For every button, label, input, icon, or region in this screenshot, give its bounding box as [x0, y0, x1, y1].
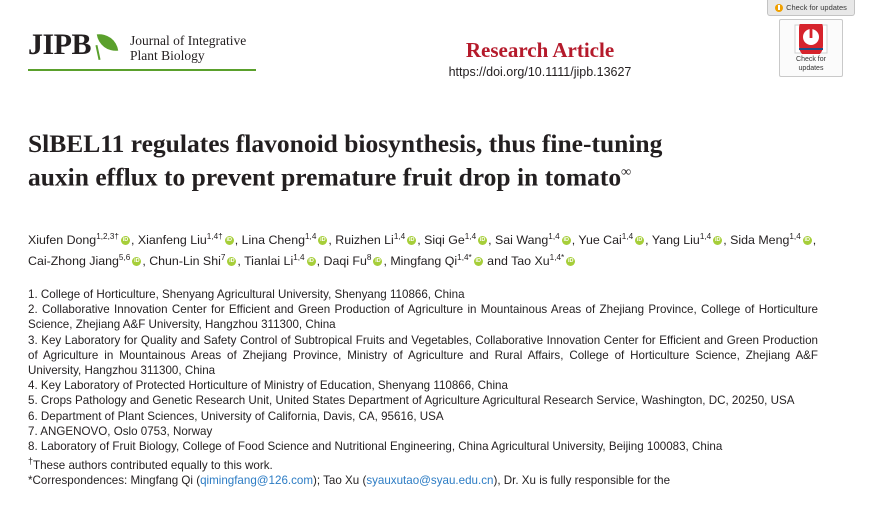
- author-affiliation-marker: 1,2,3†: [96, 232, 119, 241]
- orcid-icon[interactable]: [373, 257, 382, 266]
- author-affiliation-marker: 1,4: [293, 253, 305, 263]
- crossmark-text-line2: updates: [798, 64, 824, 72]
- author-affiliation-marker: 1,4*: [457, 253, 472, 263]
- author-affiliation-marker: 1,4*: [549, 253, 565, 263]
- author-affiliation-marker: 5,6: [118, 253, 131, 263]
- check-for-updates-widget[interactable]: [767, 0, 855, 77]
- author-name: Sai Wang: [495, 233, 549, 248]
- orcid-icon[interactable]: [307, 257, 316, 266]
- author-name: Siqi Ge: [424, 233, 465, 248]
- author-name: Tao Xu: [511, 254, 550, 269]
- check-for-updates-bar[interactable]: [767, 0, 855, 16]
- journal-full-name: [130, 33, 246, 63]
- affiliation-item: 6. Department of Plant Sciences, University of California, Davis, CA, 95616, USA: [28, 409, 444, 423]
- alert-icon: [775, 4, 783, 12]
- correspondence-prefix: *Correspondences: Mingfang Qi (: [28, 474, 201, 488]
- crossmark-text-line1: Check for: [796, 56, 826, 63]
- author-list: [28, 228, 840, 270]
- article-type: Research Article: [465, 38, 615, 62]
- affiliation-item: 4. Key Laboratory of Protected Horticulture of Ministry of Education, Shenyang 110866, China: [28, 379, 508, 393]
- orcid-icon[interactable]: [132, 257, 141, 266]
- author-affiliation-marker: 1,4†: [206, 232, 223, 241]
- page-title: [28, 129, 728, 192]
- journal-name-line1: Journal of Integrative: [130, 33, 247, 48]
- crossmark-box[interactable]: [779, 19, 843, 77]
- affiliation-item: 3. Key Laboratory for Quality and Safety Control of Subtropical Fruits and Vegetables, Collaborative Innovation Center for Efficient and Green Production of Agriculture in Mountainous Areas of Zhejiang Province, Ministry of Agriculture and Rural Affairs, College of Horticulture Science, Zhejiang A&F University, Hangzhou 311300, China: [28, 333, 818, 378]
- author-affiliation-marker: 7: [220, 253, 226, 263]
- equal-contribution-note: [28, 454, 818, 473]
- correspondence-email-xu[interactable]: syauxutao@syau.edu.cn: [366, 474, 494, 488]
- journal-rule: [28, 69, 256, 71]
- author-name: Chun-Lin Shi: [149, 254, 221, 269]
- author-name: Yue Cai: [578, 233, 622, 248]
- author-name: Mingfang Qi: [390, 254, 458, 269]
- orcid-icon[interactable]: [474, 257, 483, 266]
- leaf-icon: [94, 31, 120, 61]
- affiliation-item: 2. Collaborative Innovation Center for Efficient and Green Production of Agriculture in Mountainous Areas of Zhejiang Province, College of Horticulture Science, Zhejiang A&F University, Hangzhou 311300, China: [28, 303, 818, 332]
- affiliation-item: 8. Laboratory of Fruit Biology, College of Food Science and Nutritional Engineering, China Agricultural University, Beijing 100083, China: [28, 440, 723, 454]
- orcid-icon[interactable]: [318, 236, 327, 245]
- author-affiliation-marker: 1,4: [699, 232, 712, 241]
- orcid-icon[interactable]: [121, 236, 130, 245]
- orcid-icon[interactable]: [562, 236, 571, 245]
- affiliation-item: 7. ANGENOVO, Oslo 0753, Norway: [28, 424, 213, 438]
- journal-name-line2: Plant Biology: [130, 48, 205, 63]
- author-name: Daqi Fu: [323, 254, 367, 269]
- journal-header: [28, 30, 840, 88]
- author-list-inner: Xiufen Dong$^{1,2,3\dagger}$ iD , Xianfeng Liu$^{1,4\dagger}$ iD , Lina Cheng$^{1,4}$ iD , Ruizhen Li$^{1,4}$ iD , Siqi Ge$^{1,4}$ iD , Sai Wang$^{1,4}$ iD , Yue Cai$^{1,4}$ iD , Yang Liu$^{1,4}$ iD , Sida Meng$^{1,4}$ iD , Cai-Zhong Jiang$^{5,6}$ iD , Chun-Lin Shi$^7$ iD , Tianlai Li$^{1,4}$ iD , Daqi Fu$^8$ iD , Mingfang $Qi^{1,4*}iD$ and Tao $Xu^{1,4*}iD$: [28, 233, 816, 268]
- correspondence-mid: ); Tao Xu (: [313, 474, 367, 488]
- equal-contribution-text: These authors contributed equally to this work.: [33, 459, 273, 473]
- correspondence-suffix: ), Dr. Xu is fully responsible for the: [493, 474, 671, 488]
- author-affiliation-marker: 8: [366, 253, 372, 263]
- orcid-icon[interactable]: [407, 236, 416, 245]
- orcid-icon[interactable]: [803, 236, 812, 245]
- author-affiliation-marker: 1,4: [464, 232, 477, 241]
- journal-logo: [28, 30, 288, 71]
- article-type-block: [330, 38, 750, 79]
- author-name: Ruizhen Li: [335, 233, 394, 248]
- journal-abbrev: JIPB: [28, 28, 92, 61]
- equal-contribution-marker: †: [28, 456, 34, 467]
- author-name: Sida Meng: [730, 233, 790, 248]
- correspondence-email-qi[interactable]: qimingfang@126.com: [200, 474, 314, 488]
- author-affiliation-marker: 1,4: [304, 232, 317, 241]
- author-name: Tianlai Li: [244, 254, 294, 269]
- author-affiliation-marker: 1,4: [789, 232, 801, 241]
- affiliation-block: [28, 287, 818, 489]
- orcid-icon[interactable]: [225, 236, 234, 245]
- orcid-icon[interactable]: [227, 257, 236, 266]
- author-affiliation-marker: 1,4: [393, 232, 406, 241]
- article-doi[interactable]: https://doi.org/10.1111/jipb.13627: [448, 65, 632, 79]
- orcid-icon[interactable]: [635, 236, 644, 245]
- title-symbol: ∞: [621, 165, 632, 181]
- crossmark-icon: [794, 24, 828, 54]
- orcid-icon[interactable]: [566, 257, 575, 266]
- check-for-updates-label: Check for updates: [786, 3, 847, 12]
- author-name: Cai-Zhong Jiang: [28, 254, 119, 269]
- page-title-text: SlBEL11 regulates flavonoid biosynthesis, thus fine-tuning auxin efflux to prevent premature fruit drop in tomato: [28, 129, 663, 192]
- author-affiliation-marker: 1,4: [621, 232, 634, 241]
- author-name: Xianfeng Liu: [137, 233, 207, 248]
- correspondence-note: [28, 473, 818, 488]
- author-affiliation-marker: 1,4: [548, 232, 560, 241]
- affiliation-item: 1. College of Horticulture, Shenyang Agricultural University, Shenyang 110866, China: [28, 288, 465, 301]
- author-name: Yang Liu: [651, 233, 700, 248]
- orcid-icon[interactable]: [713, 236, 722, 245]
- author-name: Lina Cheng: [241, 233, 305, 248]
- affiliation-item: 5. Crops Pathology and Genetic Research Unit, United States Department of Agriculture Agricultural Research Service, Washington, DC, 20250, USA: [28, 394, 795, 408]
- orcid-icon[interactable]: [478, 236, 487, 245]
- author-name: Xiufen Dong: [28, 233, 97, 248]
